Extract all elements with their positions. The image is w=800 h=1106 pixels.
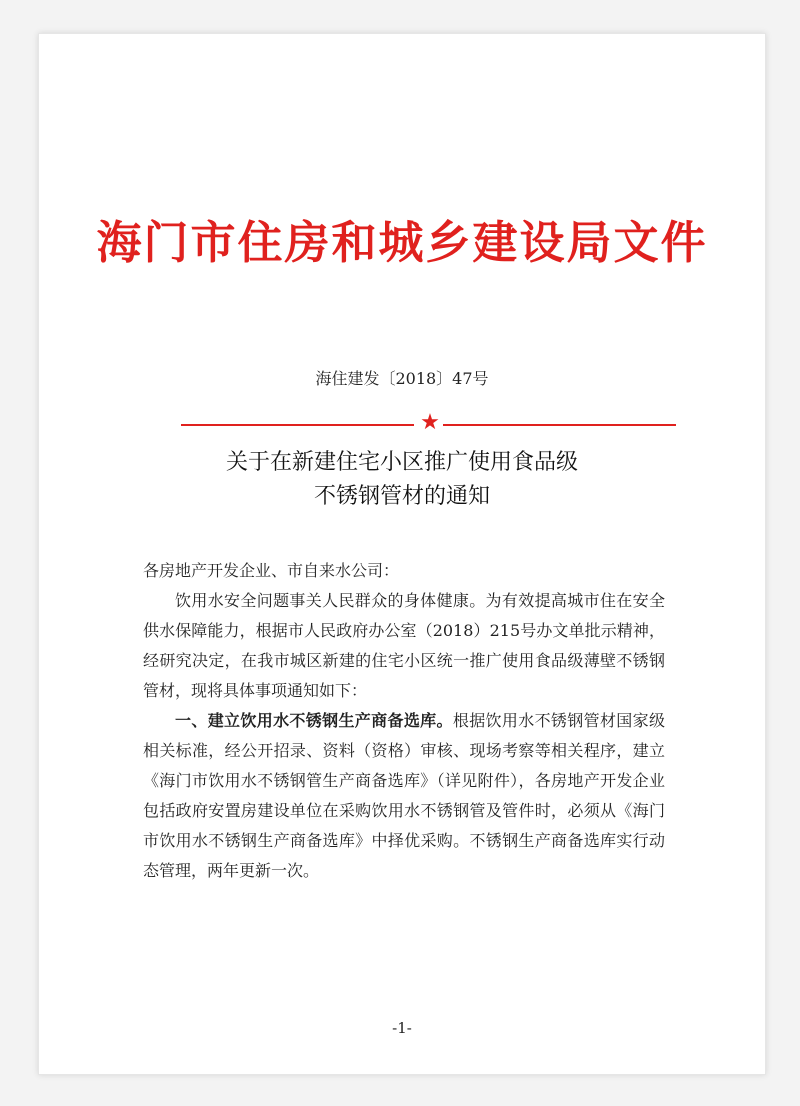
- document-number: 海住建发〔2018〕47号: [315, 369, 489, 388]
- salutation: 各房地产开发企业、市自来水公司：: [143, 561, 400, 580]
- document-page: [38, 33, 766, 1075]
- notice-subject: [39, 446, 765, 514]
- section-1-heading: 一、建立饮用水不锈钢生产商备选库。: [175, 711, 453, 730]
- notice-body: [143, 556, 665, 886]
- paragraph-section-1: [143, 706, 665, 886]
- subject-line-1: 关于在新建住宅小区推广使用食品级: [225, 450, 578, 475]
- section-1-text: 根据饮用水不锈钢管材国家级相关标准，经公开招录、资料（资格）审核、现场考察等相关程序，建立《海门市饮用水不锈钢管生产商备选库》（详见附件），各房地产开发企业包括政府安置房建设单位在采购饮用水不锈钢管及管件时，必须从《海门市饮用水不锈钢生产商备选库》中择优采购。不锈钢生产商备选库实行动态管理，两年更新一次。: [143, 711, 665, 880]
- subject-line-2: 不锈钢管材的通知: [313, 484, 490, 509]
- issuing-authority-title: 海门市住房和城乡建设局文件: [96, 216, 708, 269]
- divider-line-left: [181, 424, 414, 426]
- paragraph-intro: 饮用水安全问题事关人民群众的身体健康。为有效提高城市住在安全供水保障能力，根据市人民政府办公室（2018）215号办文单批示精神，经研究决定，在我市城区新建的住宅小区统一推广使用食品级薄壁不锈钢管材，现将具体事项通知如下：: [143, 591, 665, 700]
- red-star-icon: ★: [420, 410, 440, 435]
- page-number: -1-: [392, 1019, 412, 1037]
- divider-line-right: [443, 424, 676, 426]
